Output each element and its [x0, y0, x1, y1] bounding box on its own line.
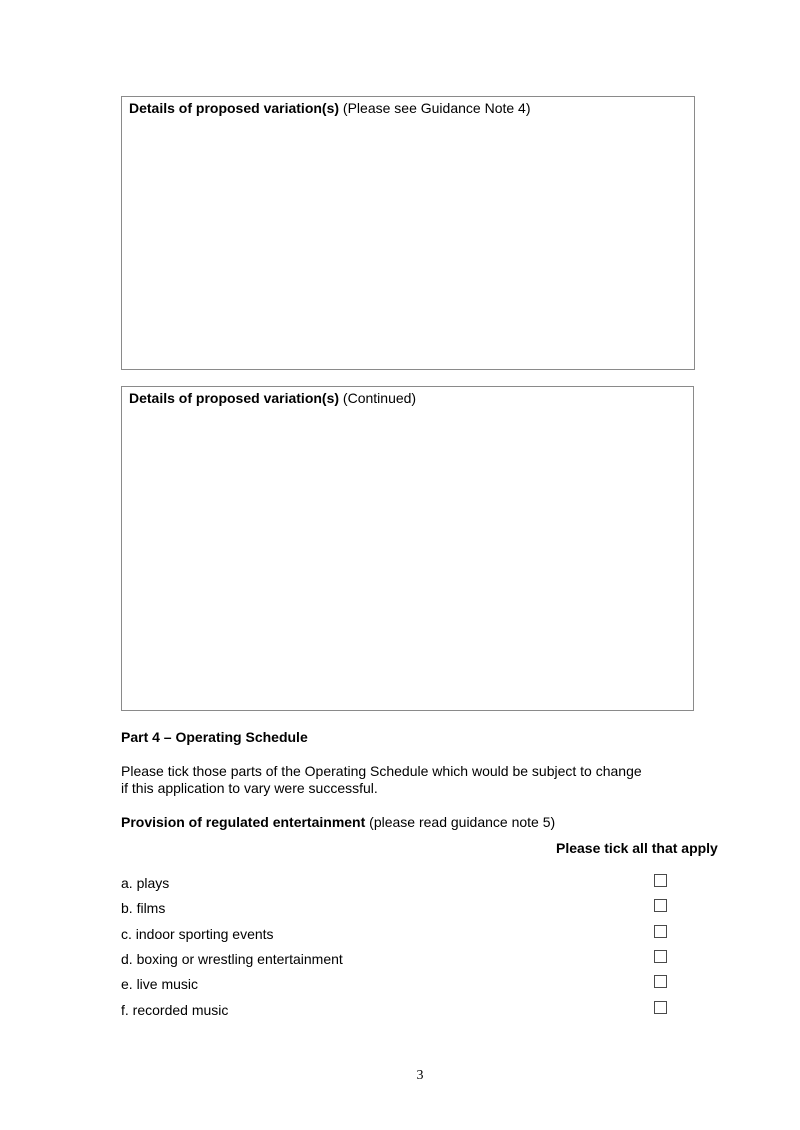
entertainment-item-plays-label: a. plays — [121, 875, 170, 891]
entertainment-item-films-label: b. films — [121, 900, 166, 916]
variation-details-continued-title-note: (Continued) — [339, 390, 417, 406]
entertainment-item-recorded-music-checkbox[interactable] — [654, 1001, 667, 1014]
entertainment-item-boxing-label: d. boxing or wrestling entertainment — [121, 951, 343, 967]
entertainment-item-live-music-checkbox[interactable] — [654, 975, 667, 988]
variation-details-continued-box[interactable] — [121, 386, 694, 711]
part4-heading: Part 4 – Operating Schedule — [121, 729, 308, 745]
entertainment-item-films-checkbox[interactable] — [654, 899, 667, 912]
entertainment-heading-note: (please read guidance note 5) — [365, 814, 556, 830]
entertainment-heading-bold: Provision of regulated entertainment — [121, 814, 366, 830]
variation-details-box[interactable] — [121, 96, 695, 370]
variation-details-continued-title — [129, 390, 686, 407]
part4-instruction-line2: if this application to vary were successful. — [121, 780, 378, 796]
entertainment-item-recorded-music-label: f. recorded music — [121, 1002, 229, 1018]
entertainment-item-indoor-sporting-checkbox[interactable] — [654, 925, 667, 938]
variation-details-continued-title-bold: Details of proposed variation(s) — [129, 390, 340, 406]
entertainment-item-live-music-label: e. live music — [121, 976, 199, 992]
tick-instruction: Please tick all that apply — [556, 840, 718, 856]
page-number: 3 — [416, 1068, 424, 1083]
variation-details-title-bold: Details of proposed variation(s) — [129, 100, 340, 116]
variation-details-title — [129, 100, 687, 117]
part4-instruction — [121, 763, 721, 797]
entertainment-item-indoor-sporting-label: c. indoor sporting events — [121, 926, 274, 942]
entertainment-item-plays-checkbox[interactable] — [654, 874, 667, 887]
part4-instruction-line1: Please tick those parts of the Operating Schedule which would be subject to change — [121, 763, 642, 779]
entertainment-item-boxing-checkbox[interactable] — [654, 950, 667, 963]
entertainment-heading — [121, 814, 555, 831]
variation-details-title-note: (Please see Guidance Note 4) — [339, 100, 531, 116]
